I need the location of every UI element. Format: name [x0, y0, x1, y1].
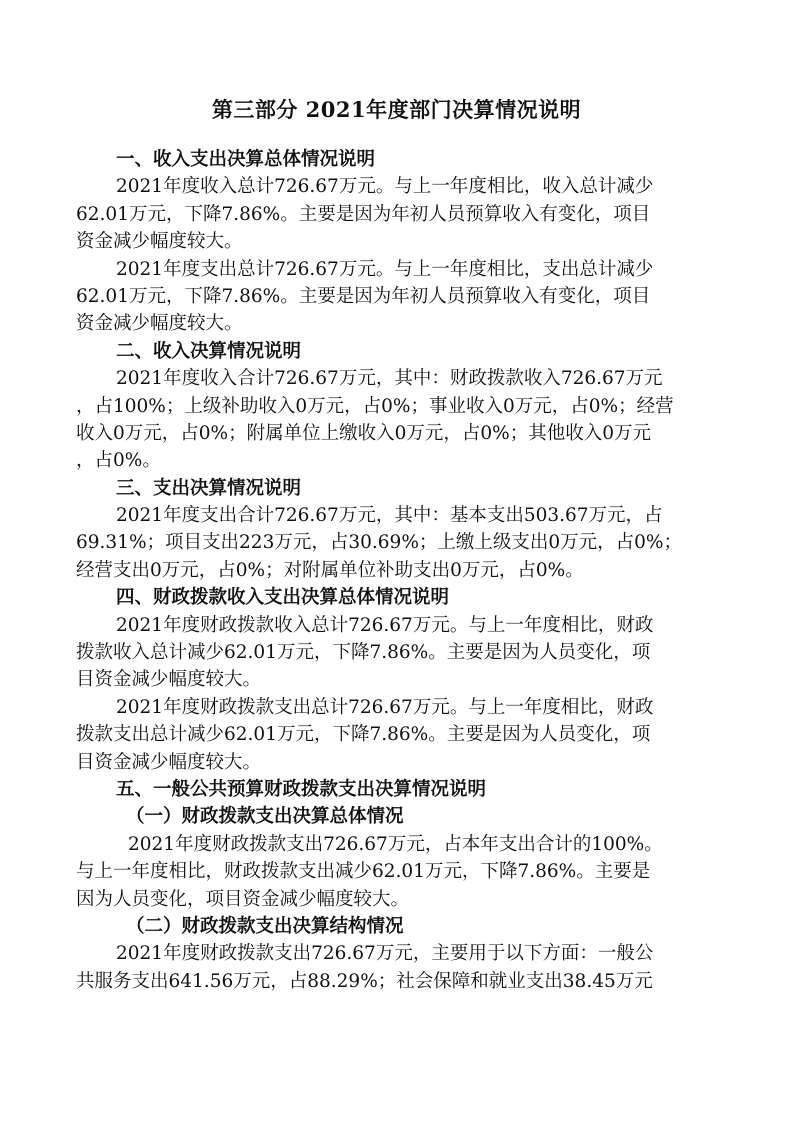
paragraph-line: 拨款支出总计减少62.01万元，下降7.86%。主要是因为人员变化，项	[76, 724, 651, 746]
paragraph-line: 共服务支出641.56万元，占88.29%；社会保障和就业支出38.45万元	[76, 970, 653, 992]
paragraph-first-line: 2021年度支出合计726.67万元，其中：基本支出503.67万元，占	[116, 505, 663, 527]
paragraph-first-line: 2021年度财政拨款支出总计726.67万元。与上一年度相比，财政	[116, 696, 654, 718]
paragraph-line: 与上一年度相比，财政拨款支出减少62.01万元，下降7.86%。主要是	[76, 861, 651, 883]
paragraph-line: 收入0万元，占0%；附属单位上缴收入0万元，占0%；其他收入0万元	[76, 422, 652, 444]
paragraph-line: 62.01万元，下降7.86%。主要是因为年初人员预算收入有变化，项目	[76, 203, 651, 225]
paragraph-line: 资金减少幅度较大。	[76, 231, 243, 253]
paragraph-first-line: 2021年度财政拨款支出726.67万元，主要用于以下方面：一般公	[116, 943, 654, 965]
document-body	[76, 146, 724, 995]
paragraph-line: 目资金减少幅度较大。	[76, 669, 262, 691]
paragraph-first-line: 2021年度财政拨款收入总计726.67万元。与上一年度相比，财政	[116, 614, 654, 636]
document-title: 第三部分 2021年度部门决算情况说明	[211, 97, 582, 122]
subsection-heading: （二）财政拨款支出决算结构情况	[126, 915, 404, 937]
paragraph-line: 拨款收入总计减少62.01万元，下降7.86%。主要是因为人员变化，项	[76, 642, 651, 664]
paragraph-line: ，占0%。	[76, 450, 161, 472]
paragraph-first-line: 2021年度支出总计726.67万元。与上一年度相比，支出总计减少	[116, 258, 654, 280]
paragraph-line: 因为人员变化，项目资金减少幅度较大。	[76, 888, 410, 910]
paragraph-first-line: 2021年度收入合计726.67万元，其中：财政拨款收入726.67万元	[116, 368, 663, 390]
paragraph-line: 资金减少幅度较大。	[76, 313, 243, 335]
section-heading: 四、财政拨款收入支出决算总体情况说明	[116, 587, 450, 609]
paragraph-line: 62.01万元，下降7.86%。主要是因为年初人员预算收入有变化，项目	[76, 285, 651, 307]
section-heading: 二、收入决算情况说明	[116, 340, 302, 362]
subsection-heading: （一）财政拨款支出决算总体情况	[126, 806, 404, 828]
paragraph-line: 目资金减少幅度较大。	[76, 751, 262, 773]
section-heading: 五、一般公共预算财政拨款支出决算情况说明	[116, 778, 487, 800]
paragraph-line: 69.31%；项目支出223万元，占30.69%；上缴上级支出0万元，占0%；	[76, 532, 683, 554]
paragraph-first-line: 2021年度财政拨款支出726.67万元，占本年支出合计的100%。	[128, 833, 663, 855]
section-heading: 三、支出决算情况说明	[116, 477, 302, 499]
paragraph-line: 经营支出0万元，占0%；对附属单位补助支出0万元，占0%。	[76, 559, 584, 581]
section-heading: 一、收入支出决算总体情况说明	[116, 149, 376, 170]
paragraph-first-line: 2021年度收入总计726.67万元。与上一年度相比，收入总计减少	[116, 176, 654, 198]
paragraph-line: ，占100%；上级补助收入0万元，占0%；事业收入0万元，占0%；经营	[76, 395, 674, 417]
